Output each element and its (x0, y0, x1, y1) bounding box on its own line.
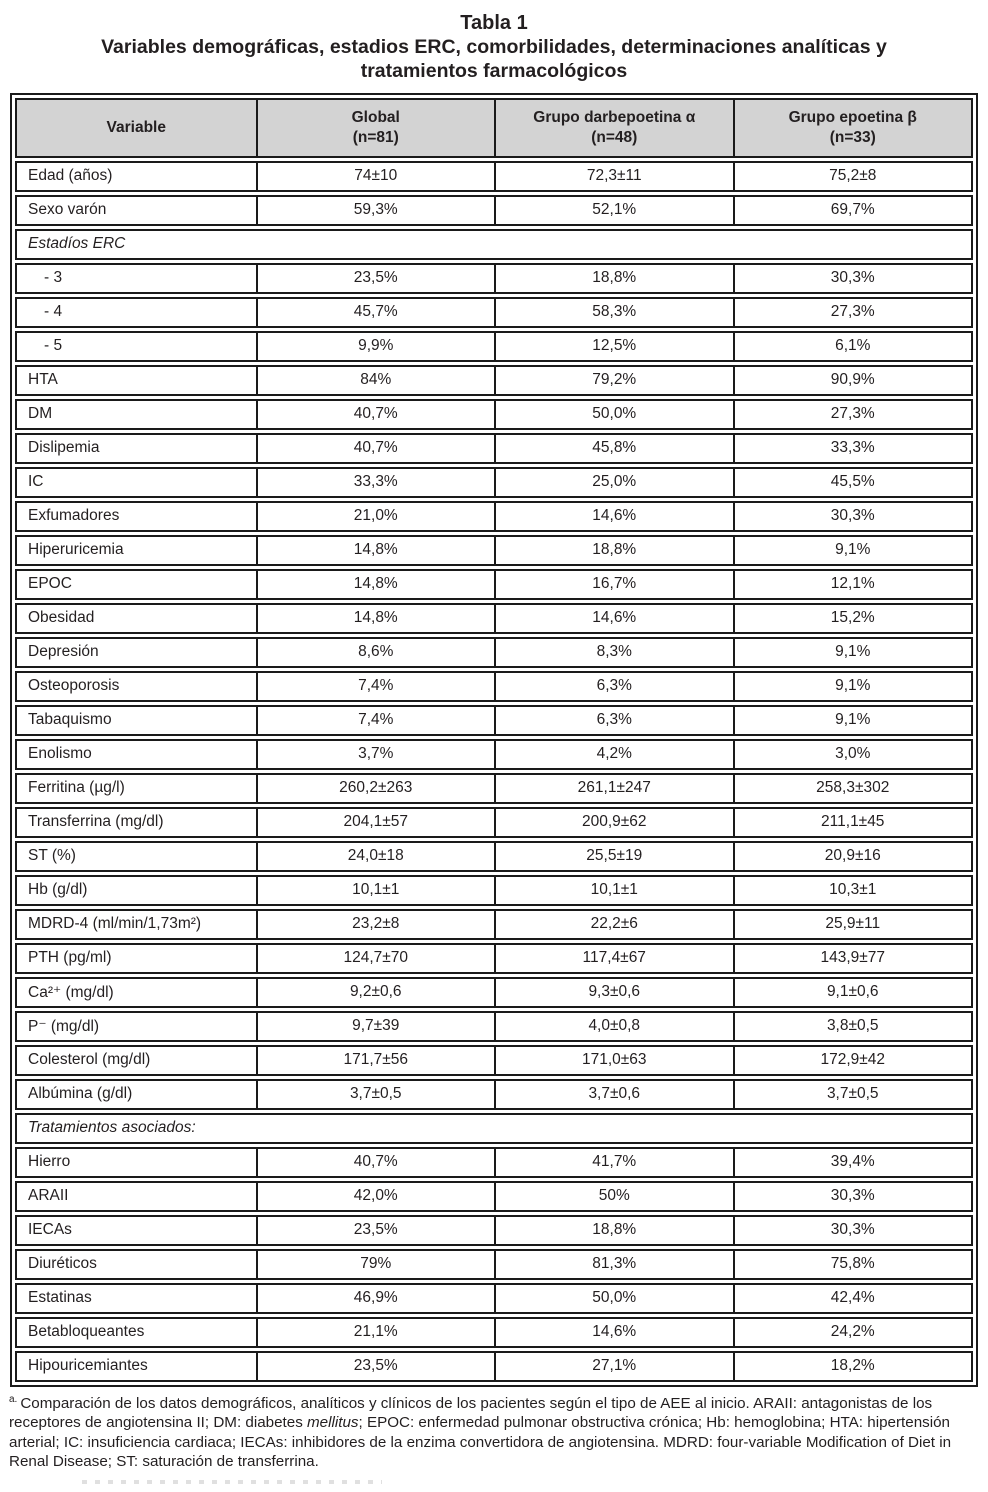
cell-value: 18,2% (733, 1353, 972, 1380)
table-row (15, 297, 973, 328)
row-label: Obesidad (28, 609, 95, 627)
section-label: Estadíos ERC (28, 235, 126, 253)
cell-value: 12,1% (733, 571, 972, 598)
cell-value: 41,7% (494, 1149, 733, 1176)
cell-value: 79% (256, 1251, 495, 1278)
header-sublabel: (n=81) (352, 128, 399, 146)
cell-value: 3,7±0,6 (494, 1081, 733, 1108)
row-label: Enolismo (28, 745, 92, 763)
data-table (10, 93, 978, 1387)
cell-value: 3,7±0,5 (256, 1081, 495, 1108)
table-row (15, 977, 973, 1008)
cell-value: 30,3% (733, 1217, 972, 1244)
table-row (15, 637, 973, 668)
header-label: Global (351, 108, 400, 126)
cell-value: 33,3% (256, 469, 495, 496)
cell-value: 72,3±11 (494, 163, 733, 190)
header-sublabel: (n=33) (829, 128, 876, 146)
row-label: Ca²⁺ (mg/dl) (28, 983, 114, 1001)
header-sublabel: (n=48) (591, 128, 638, 146)
table-row (15, 943, 973, 974)
cell-value: 46,9% (256, 1285, 495, 1312)
cell-value: 200,9±62 (494, 809, 733, 836)
cell-value: 25,0% (494, 469, 733, 496)
cell-value: 84% (256, 367, 495, 394)
table-body (15, 161, 973, 1382)
cell-value: 258,3±302 (733, 775, 972, 802)
cell-value: 9,1% (733, 537, 972, 564)
cell-value: 9,9% (256, 333, 495, 360)
table-row (15, 1147, 973, 1178)
row-label: PTH (pg/ml) (28, 949, 112, 967)
row-label: Diuréticos (28, 1255, 97, 1273)
table-row (15, 467, 973, 498)
table-row (15, 1181, 973, 1212)
cell-value: 7,4% (256, 673, 495, 700)
row-label: MDRD-4 (ml/min/1,73m²) (28, 915, 202, 933)
cell-value: 14,8% (256, 605, 495, 632)
cell-value: 45,8% (494, 435, 733, 462)
cell-value: 12,5% (494, 333, 733, 360)
table-row (15, 365, 973, 396)
cell-value: 27,1% (494, 1353, 733, 1380)
cell-value: 30,3% (733, 265, 972, 292)
cell-value: 79,2% (494, 367, 733, 394)
cell-value: 18,8% (494, 265, 733, 292)
section-header-row (15, 1113, 973, 1144)
cell-value: 20,9±16 (733, 843, 972, 870)
row-label: IECAs (28, 1221, 72, 1239)
table-row (15, 705, 973, 736)
row-label: P⁻ (mg/dl) (28, 1017, 100, 1035)
row-label: - 4 (44, 303, 63, 321)
row-label: HTA (28, 371, 58, 389)
cell-value: 40,7% (256, 401, 495, 428)
row-label: Depresión (28, 643, 99, 661)
row-label: ARAII (28, 1187, 69, 1205)
cell-value: 211,1±45 (733, 809, 972, 836)
cell-value: 14,6% (494, 503, 733, 530)
row-label: EPOC (28, 575, 72, 593)
cell-value: 14,6% (494, 1319, 733, 1346)
header-cell-darbepoetina (494, 100, 733, 156)
footnote-marker: a. (9, 1393, 18, 1405)
cell-value: 39,4% (733, 1149, 972, 1176)
cutoff-text-artifact (82, 1480, 382, 1484)
cell-value: 6,3% (494, 673, 733, 700)
row-label: DM (28, 405, 53, 423)
row-label: Colesterol (mg/dl) (28, 1051, 151, 1069)
cell-value: 14,6% (494, 605, 733, 632)
cell-value: 14,8% (256, 537, 495, 564)
table-row (15, 841, 973, 872)
table-row (15, 433, 973, 464)
cell-value: 42,0% (256, 1183, 495, 1210)
cell-value: 90,9% (733, 367, 972, 394)
cell-value: 14,8% (256, 571, 495, 598)
table-row (15, 1079, 973, 1110)
header-label: Variable (106, 118, 166, 136)
table-row (15, 161, 973, 192)
cell-value: 16,7% (494, 571, 733, 598)
table-row (15, 909, 973, 940)
cell-value: 3,7±0,5 (733, 1081, 972, 1108)
cell-value: 23,5% (256, 265, 495, 292)
cell-value: 21,0% (256, 503, 495, 530)
header-cell-variable (17, 100, 256, 156)
header-label: Grupo darbepoetina α (533, 108, 696, 126)
footnote-text-1: Comparación de los datos demográficos, analíticos y clínicos de los pacientes según el tipo de AEE al inicio. ARAII: antagonistas de los receptores de angiotensina II; DM: diabetes (9, 1394, 933, 1432)
row-label: ST (%) (28, 847, 76, 865)
cell-value: 15,2% (733, 605, 972, 632)
section-header-row (15, 229, 973, 260)
row-label: Sexo varón (28, 201, 107, 219)
cell-value: 9,1±0,6 (733, 979, 972, 1006)
cell-value: 25,5±19 (494, 843, 733, 870)
row-label: Exfumadores (28, 507, 120, 525)
cell-value: 9,1% (733, 639, 972, 666)
cell-value: 6,3% (494, 707, 733, 734)
table-title: Variables demográficas, estadios ERC, comorbilidades, determinaciones analíticas y tratamientos farmacológicos (101, 36, 887, 83)
cell-value: 50% (494, 1183, 733, 1210)
cell-value: 18,8% (494, 537, 733, 564)
cell-value: 30,3% (733, 503, 972, 530)
table-row (15, 875, 973, 906)
cell-value: 261,1±247 (494, 775, 733, 802)
cell-value: 42,4% (733, 1285, 972, 1312)
cell-value: 4,0±0,8 (494, 1013, 733, 1040)
cell-value: 59,3% (256, 197, 495, 224)
table-row (15, 501, 973, 532)
cell-value: 18,8% (494, 1217, 733, 1244)
row-label: Edad (años) (28, 167, 113, 185)
row-label: Hiperuricemia (28, 541, 124, 559)
cell-value: 8,3% (494, 639, 733, 666)
cell-value: 21,1% (256, 1319, 495, 1346)
row-label: Albúmina (g/dl) (28, 1085, 133, 1103)
row-label: - 3 (44, 269, 63, 287)
table-footnote (9, 1394, 979, 1472)
cell-value: 4,2% (494, 741, 733, 768)
cell-value: 33,3% (733, 435, 972, 462)
table-row (15, 399, 973, 430)
row-label: Hb (g/dl) (28, 881, 88, 899)
section-label: Tratamientos asociados: (28, 1119, 196, 1137)
cell-value: 3,0% (733, 741, 972, 768)
footnote-text-2: ; EPOC: enfermedad pulmonar obstructiva crónica; Hb: hemoglobina; HTA: hipertensión arterial; IC: insuficiencia cardiaca; IECAs: inhibidores de la enzima convertidora de angiotensina. MDRD: four-variable Modification of Diet in Renal Disease; ST: saturación de transferrina. (9, 1414, 952, 1471)
table-row (15, 1045, 973, 1076)
table-caption (0, 0, 988, 84)
cell-value: 75,2±8 (733, 163, 972, 190)
cell-value: 172,9±42 (733, 1047, 972, 1074)
cell-value: 10,1±1 (494, 877, 733, 904)
cell-value: 10,3±1 (733, 877, 972, 904)
table-row (15, 739, 973, 770)
cell-value: 171,7±56 (256, 1047, 495, 1074)
row-label: Tabaquismo (28, 711, 112, 729)
cell-value: 24,0±18 (256, 843, 495, 870)
cell-value: 40,7% (256, 435, 495, 462)
cell-value: 27,3% (733, 401, 972, 428)
cell-value: 8,6% (256, 639, 495, 666)
cell-value: 9,2±0,6 (256, 979, 495, 1006)
cell-value: 25,9±11 (733, 911, 972, 938)
cell-value: 27,3% (733, 299, 972, 326)
table-row (15, 195, 973, 226)
cell-value: 9,3±0,6 (494, 979, 733, 1006)
header-label: Grupo epoetina β (788, 108, 917, 126)
table-row (15, 807, 973, 838)
footnote-italic-term: mellitus (307, 1414, 359, 1432)
cell-value: 204,1±57 (256, 809, 495, 836)
cell-value: 75,8% (733, 1251, 972, 1278)
cell-value: 171,0±63 (494, 1047, 733, 1074)
cell-value: 22,2±6 (494, 911, 733, 938)
cell-value: 7,4% (256, 707, 495, 734)
cell-value: 3,7% (256, 741, 495, 768)
cell-value: 9,1% (733, 707, 972, 734)
row-label: Hipouricemiantes (28, 1357, 148, 1375)
table-row (15, 569, 973, 600)
cell-value: 40,7% (256, 1149, 495, 1176)
cell-value: 52,1% (494, 197, 733, 224)
cell-value: 124,7±70 (256, 945, 495, 972)
cell-value: 45,7% (256, 299, 495, 326)
cell-value: 260,2±263 (256, 775, 495, 802)
table-row (15, 1283, 973, 1314)
cell-value: 10,1±1 (256, 877, 495, 904)
cell-value: 3,8±0,5 (733, 1013, 972, 1040)
cell-value: 117,4±67 (494, 945, 733, 972)
row-label: Osteoporosis (28, 677, 120, 695)
table-row (15, 1249, 973, 1280)
cell-value: 6,1% (733, 333, 972, 360)
row-label: Hierro (28, 1153, 71, 1171)
table-header-row (15, 98, 973, 158)
table-row (15, 1317, 973, 1348)
cell-value: 50,0% (494, 1285, 733, 1312)
table-row (15, 263, 973, 294)
cell-value: 30,3% (733, 1183, 972, 1210)
cell-value: 143,9±77 (733, 945, 972, 972)
table-row (15, 535, 973, 566)
row-label: Estatinas (28, 1289, 92, 1307)
row-label: Ferritina (µg/l) (28, 779, 125, 797)
table-number: Tabla 1 (460, 12, 528, 34)
table-row (15, 331, 973, 362)
cell-value: 23,5% (256, 1353, 495, 1380)
cell-value: 24,2% (733, 1319, 972, 1346)
header-cell-epoetina (733, 100, 972, 156)
header-cell-global (256, 100, 495, 156)
cell-value: 23,2±8 (256, 911, 495, 938)
table-row (15, 1351, 973, 1382)
row-label: IC (28, 473, 44, 491)
row-label: - 5 (44, 337, 63, 355)
cell-value: 9,1% (733, 673, 972, 700)
table-row (15, 773, 973, 804)
table-row (15, 603, 973, 634)
table-row (15, 671, 973, 702)
cell-value: 23,5% (256, 1217, 495, 1244)
row-label: Dislipemia (28, 439, 100, 457)
cell-value: 74±10 (256, 163, 495, 190)
cell-value: 81,3% (494, 1251, 733, 1278)
cell-value: 50,0% (494, 401, 733, 428)
table-row (15, 1215, 973, 1246)
cell-value: 58,3% (494, 299, 733, 326)
cell-value: 69,7% (733, 197, 972, 224)
row-label: Betabloqueantes (28, 1323, 145, 1341)
row-label: Transferrina (mg/dl) (28, 813, 164, 831)
cell-value: 45,5% (733, 469, 972, 496)
table-row (15, 1011, 973, 1042)
cell-value: 9,7±39 (256, 1013, 495, 1040)
